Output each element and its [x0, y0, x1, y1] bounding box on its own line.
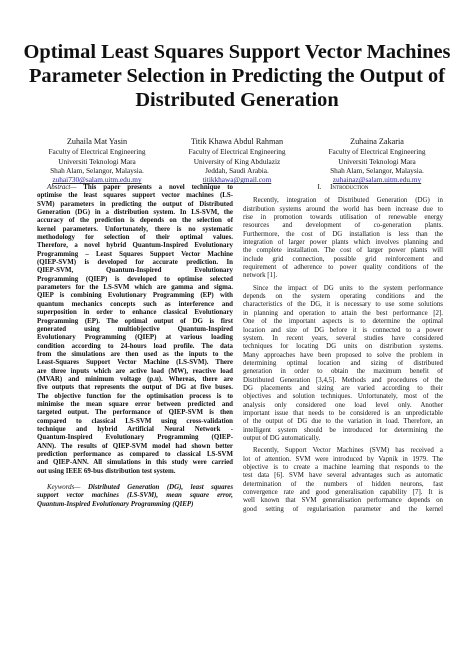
- abstract-line: are three inputs which are active load (MW), reactive load: [37, 367, 233, 375]
- intro-line: lot of attention. SVM were introduced by Vapnik in 1979. The: [243, 455, 443, 463]
- spacer: [37, 476, 233, 484]
- abstract-line: parameters for the LS-SVM which are gamma and sigma.: [37, 284, 233, 292]
- abstract-line: SVM) parameters in predicting the output of Distributed: [37, 200, 233, 208]
- intro-line: Since the impact of DG units to the system performance: [253, 284, 443, 292]
- author-block-3: [302, 137, 452, 184]
- intro-line: well known that SVM generalisation performance depends on: [243, 497, 443, 505]
- author-affiliation: Universiti Teknologi Mara: [338, 156, 416, 166]
- abstract-line: prediction performance as compared to classical LS-SVM: [37, 451, 233, 458]
- author-affiliation: Faculty of Electrical Engineering: [328, 147, 426, 157]
- author-affiliation: Jeddah, Saudi Arabia.: [205, 165, 269, 175]
- author-affiliation: Universiti Teknologi Mara: [58, 156, 136, 166]
- abstract-line: generated using multiobjective Quantum-Inspired: [37, 325, 233, 333]
- intro-line: objectives and solution techniques. Unfortunately, most of the: [243, 393, 443, 401]
- intro-paragraph: [243, 285, 443, 444]
- intro-line: test data [6]. SVM have several advantages such as automatic: [243, 472, 443, 480]
- abstract-line: (MVAR) and minimum voltage (p.u). Whereas, there are: [37, 375, 233, 383]
- author-affiliation: Shah Alam, Selangor, Malaysia.: [50, 165, 144, 175]
- keywords-label: Keywords—: [47, 484, 81, 492]
- abstract-line: minimise the mean square error between predicted and: [37, 400, 233, 408]
- intro-line: techniques for locating DG units on distribution systems.: [243, 343, 443, 351]
- author-name: Zuhaila Mat Yasin: [66, 137, 128, 146]
- intro-line: characteristics of the DG, it is necessary to use some solutions: [243, 301, 443, 309]
- abstract-line: QIEP-SVM, Quantum-Inspired Evolutionary: [37, 267, 233, 275]
- right-column: [243, 184, 443, 514]
- section-title: Introduction: [330, 184, 369, 191]
- author-email-link[interactable]: titikkhawa@gmail.com: [202, 175, 272, 185]
- intro-line: Many approaches have been proposed to solve the problem in: [243, 351, 443, 359]
- intro-line: system. In recent years, several studies have considered: [243, 334, 443, 342]
- intro-line: location and size of DG before it is connected to a power: [243, 326, 443, 334]
- author-affiliation: Shah Alam, Selangor, Malaysia.: [330, 165, 424, 175]
- intro-line: requirement of adherence to power quality conditions of the: [243, 264, 443, 272]
- intro-line: in planning and operation to attain the best performance [2].: [243, 309, 443, 317]
- intro-line: rise in promotion towards utilisation of renewable energy: [243, 214, 443, 222]
- abstract-line: Programming (EP). The optimal output of DG is first: [37, 317, 233, 325]
- intro-line: determining optimal location and sizing of distributed: [243, 359, 443, 367]
- intro-line: analysis only considered one load level only. Another: [243, 401, 443, 409]
- intro-line: Distributed Generation [3,4,5]. Methods and procedures of the: [243, 376, 443, 384]
- abstract-line: kernel parameters. Unfortunately, there is no systematic: [37, 225, 233, 233]
- abstract-line: Generation (DG) in a distribution system. In LS-SVM, the: [37, 209, 233, 217]
- intro-line: integration of larger power plants which involves planning and: [243, 239, 443, 247]
- keywords-text: Distributed Generation (DG), least squares: [80, 484, 233, 492]
- abstract-first-line: [37, 184, 233, 192]
- section-number: I.: [317, 184, 322, 191]
- intro-line: DG placements and sizing are varied according to their: [243, 384, 443, 392]
- abstract-line: Programming (QIEP) is developed to optimise selected: [37, 275, 233, 283]
- intro-line: objective is to create a machine learning that responds to the: [243, 464, 443, 471]
- section-heading: [243, 184, 443, 192]
- abstract-line: Programming – Least Squares Support Vector Machine: [37, 250, 233, 258]
- author-block-2: [162, 137, 312, 184]
- title-line: Distributed Generation: [135, 89, 339, 111]
- abstract-line: and QIEP-ANN. All simulations in this study were carried: [37, 459, 233, 467]
- abstract-line: QIEP is combining Evolutionary Programming (EP) with: [37, 292, 233, 300]
- abstract-line: out using IEEE 69-bus distribution test system.: [37, 467, 176, 475]
- abstract-text: This paper presents a novel technique to: [76, 184, 233, 191]
- intro-line: include grid connection, possible grid reinforcement and: [243, 255, 443, 263]
- abstract-line: quantum mechanics concepts such as interference and: [37, 300, 233, 308]
- author-email-link[interactable]: zuhainaz@salam.uitm.edu.my: [332, 175, 422, 185]
- abstract-line: five outputs that represents the output of DG at five buses.: [37, 384, 233, 392]
- abstract-label: Abstract—: [47, 184, 77, 191]
- abstract-line: Evolutionary Programming (QIEP) at various loading: [37, 334, 233, 342]
- intro-paragraph: [243, 447, 443, 514]
- author-affiliation: Faculty of Electrical Engineering: [48, 147, 146, 157]
- intro-line: Furthermore, the cost of DG installation is less than the: [243, 230, 443, 238]
- abstract-line: from the simulations are then used as the inputs to the: [37, 350, 233, 358]
- intro-line: depends on the system operating conditions and the: [243, 293, 443, 301]
- abstract-line: (QIEP-SVM) is developed for accurate prediction. In: [37, 259, 233, 267]
- intro-line: distribution systems around the world has been increase due to: [243, 205, 443, 213]
- abstract-line: optimise the least squares support vector machines (LS-: [37, 192, 233, 200]
- abstract-line: technique and hybrid Artificial Neural Network -: [37, 425, 233, 433]
- abstract-line: superposition in order to enhance classical Evolutionary: [37, 309, 233, 317]
- abstract-line: methodology for selection of their optimal values.: [37, 234, 233, 242]
- title-line: Optimal Least Squares Support Vector Machines: [23, 41, 451, 63]
- intro-line: resources and development of co-generation plants.: [243, 222, 443, 230]
- abstract-line: accuracy of the prediction is depends on the selection of: [37, 217, 233, 225]
- left-column: [37, 184, 233, 509]
- abstract-line: Least-Squares Support Vector Machine (LS-SVM). There: [37, 359, 233, 367]
- keywords-line: Quantum-Inspired Evolutionary Programming (QIEP): [37, 500, 194, 508]
- abstract-line: compared to classical LS-SVM using cross-validation: [37, 417, 233, 425]
- abstract-line: Therefore, a novel hybrid Quantum-Inspired Evolutionary: [37, 242, 233, 250]
- title-line: Parameter Selection in Predicting the Output of: [28, 65, 446, 87]
- intro-line: generation in order to obtain the maximum benefit of: [243, 368, 443, 376]
- author-email-link[interactable]: zuhai730@salam.uitm.edu.my: [52, 175, 142, 185]
- intro-paragraph: [243, 197, 443, 280]
- author-name: Titik Khawa Abdul Rahman: [190, 137, 284, 146]
- abstract-line: ANN). The results of QIEP-SVM model had shown better: [37, 442, 233, 450]
- abstract-line: Quantum-Inspired Evolutionary Programming (QIEP-: [37, 434, 233, 442]
- author-block-1: [22, 137, 172, 184]
- intro-line: intelligent system should be introduced for determining the: [243, 426, 443, 434]
- intro-line: Recently, integration of Distributed Generation (DG) in: [253, 197, 443, 205]
- keywords-first-line: [37, 484, 233, 492]
- author-name: Zuhaina Zakaria: [350, 137, 404, 146]
- intro-line: output of DG automatically.: [243, 434, 321, 442]
- section-spacer: [322, 184, 331, 191]
- intro-line: good setting of regularisation parameter and the kernel: [243, 505, 443, 513]
- intro-line: network [1].: [243, 272, 278, 280]
- intro-line: of the output of DG due to the variation in load. Therefore, an: [243, 418, 443, 426]
- intro-line: Recently, Support Vector Machines (SVM) has received a: [253, 447, 443, 455]
- intro-line: the complete installation. The cost of larger power plants will: [243, 247, 443, 255]
- abstract-line: targeted output. The performance of QIEP-SVM is then: [37, 409, 233, 417]
- author-affiliation: Faculty of Electrical Engineering: [188, 147, 286, 157]
- keywords-line: support vector machines (LS-SVM), mean square error,: [37, 492, 233, 500]
- paper-title: [20, 40, 454, 112]
- intro-line: important issue that needs to be considered is an unpredictable: [243, 409, 443, 417]
- intro-line: One of the important aspects is to determine the optimal: [243, 318, 443, 326]
- abstract-line: condition according to 24-hours load profile. The data: [37, 342, 233, 350]
- intro-line: convergence rate and good generalisation capability [7]. It is: [243, 489, 443, 497]
- author-affiliation: University of King Abdulaziz: [193, 156, 281, 166]
- abstract-line: The objective function for the optimisation process is to: [37, 392, 233, 400]
- intro-line: determination of the numbers of hidden neurons, fast: [243, 480, 443, 488]
